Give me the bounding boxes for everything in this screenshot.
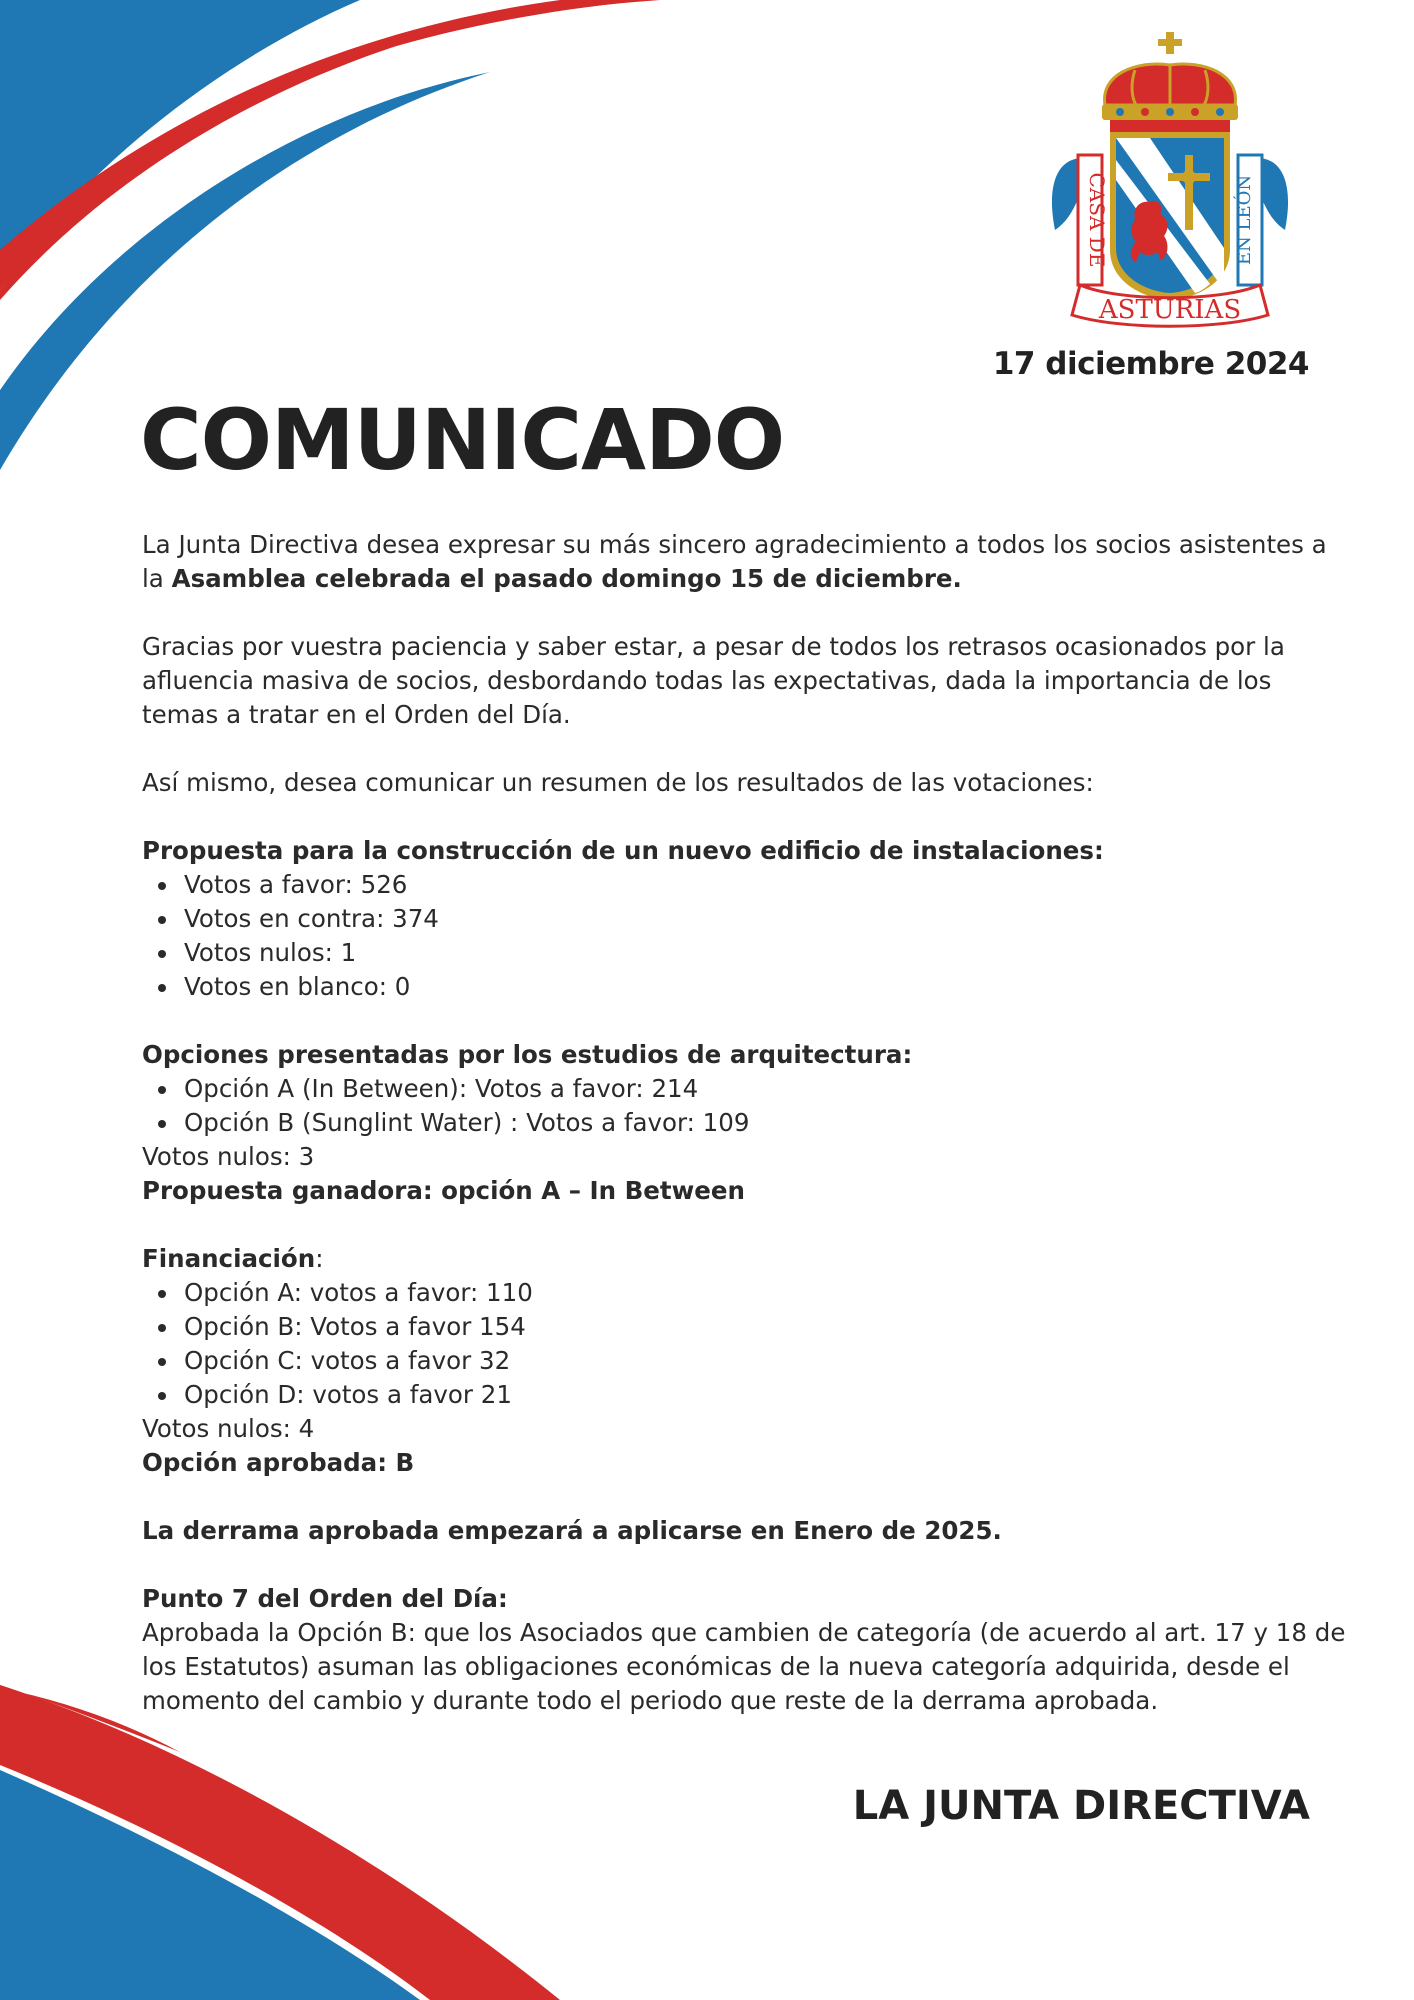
crown-icon xyxy=(1102,32,1238,132)
section-building-heading: Propuesta para la construcción de un nuevo edificio de instalaciones: xyxy=(142,836,1104,865)
assembly-highlight: Asamblea celebrada el pasado domingo 15 de diciembre. xyxy=(171,564,962,593)
section-architecture-heading: Opciones presentadas por los estudios de arquitectura: xyxy=(142,1040,913,1069)
casa-de-asturias-crest xyxy=(1040,30,1300,330)
list-item: Opción B: Votos a favor 154 xyxy=(184,1310,1352,1344)
financing-approved: Opción aprobada: B xyxy=(142,1448,415,1477)
financing-nulls: Votos nulos: 4 xyxy=(142,1414,315,1443)
crest-banner-text: ASTURIAS xyxy=(1098,295,1242,325)
document-body xyxy=(142,528,1352,1718)
architecture-nulls: Votos nulos: 3 xyxy=(142,1142,315,1171)
building-votes-list xyxy=(142,868,1352,1004)
list-item: Votos a favor: 526 xyxy=(184,868,1352,902)
financing-options-list xyxy=(142,1276,1352,1412)
list-item: Votos en contra: 374 xyxy=(184,902,1352,936)
summary-intro: Así mismo, desea comunicar un resumen de los resultados de las votaciones: xyxy=(142,768,1094,797)
point7-text: Aprobada la Opción B: que los Asociados que cambien de categoría (de acuerdo al art. 17 y 18 de los Estatutos) asuman las obligaciones económicas de la nueva categoría adquirida, desde el momento del cambio y durante todo el periodo que reste de la derrama aprobada. xyxy=(142,1618,1346,1715)
architecture-winner: Propuesta ganadora: opción A – In Between xyxy=(142,1176,745,1205)
list-item: Opción D: votos a favor 21 xyxy=(184,1378,1352,1412)
list-item: Opción A: votos a favor: 110 xyxy=(184,1276,1352,1310)
list-item: Opción B (Sunglint Water) : Votos a favor: 109 xyxy=(184,1106,1352,1140)
page-title: COMUNICADO xyxy=(140,391,785,489)
architecture-options-list xyxy=(142,1072,1352,1140)
section-point7-heading: Punto 7 del Orden del Día: xyxy=(142,1584,508,1613)
crest-side-text: EN LEÓN xyxy=(1234,174,1255,266)
list-item: Opción C: votos a favor 32 xyxy=(184,1344,1352,1378)
intro-paragraph: La Junta Directiva desea expresar su más sincero agradecimiento a todos los socios asistentes a la Asamblea celebrada el pasado domingo 15 de diciembre. xyxy=(142,530,1327,593)
document-date: 17 diciembre 2024 xyxy=(992,346,1309,382)
list-item: Votos nulos: 1 xyxy=(184,936,1352,970)
signature: LA JUNTA DIRECTIVA xyxy=(852,1783,1310,1829)
list-item: Opción A (In Between): Votos a favor: 214 xyxy=(184,1072,1352,1106)
thanks-paragraph: Gracias por vuestra paciencia y saber estar, a pesar de todos los retrasos ocasionados por la afluencia masiva de socios, desbordando todas las expectativas, dada la importancia de los temas a tratar en el Orden del Día. xyxy=(142,632,1285,729)
list-item: Votos en blanco: 0 xyxy=(184,970,1352,1004)
section-financing-heading: Financiación: xyxy=(142,1244,324,1273)
derrama-notice: La derrama aprobada empezará a aplicarse en Enero de 2025. xyxy=(142,1516,1002,1545)
crest-top-text: CASA DE xyxy=(1085,172,1109,268)
